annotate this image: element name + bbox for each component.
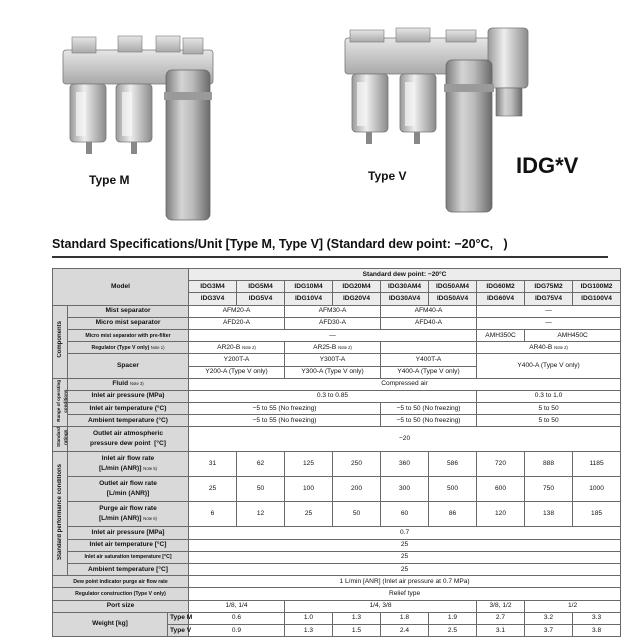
model-m: IDG100M2 — [573, 281, 621, 293]
spec-table — [52, 268, 621, 637]
cell: 1.8 — [381, 612, 429, 624]
cell: — — [477, 317, 621, 329]
cell: — — [189, 329, 477, 341]
cell: 1.3 — [333, 612, 381, 624]
cell: 1/2 — [525, 600, 621, 612]
regulator-label — [68, 342, 189, 354]
weight-type-m-label: Type M — [168, 612, 189, 624]
cell — [189, 342, 285, 354]
row-fluid — [53, 378, 621, 390]
cell-text: AR25-B — [313, 343, 337, 351]
row-micro-mist-prefilter — [53, 329, 621, 341]
cell: 31 — [189, 452, 237, 477]
cell: 3.7 — [525, 624, 573, 636]
cell: 1 L/min [ANR] (Inlet air pressure at 0.7 MPa) — [189, 576, 621, 588]
title-underline — [52, 256, 608, 258]
cell — [381, 342, 477, 354]
row-port-size — [53, 600, 621, 612]
row-perf-sat-temp — [53, 551, 621, 563]
model-m: IDG3M4 — [189, 281, 237, 293]
cell: 100 — [285, 477, 333, 502]
inlet-flow-unit: [L/min (ANR)] — [98, 465, 142, 473]
dew-indicator-label: Dew point indicator purge air flow rate — [53, 576, 189, 588]
inlet-flow-label — [68, 452, 189, 477]
model-v: IDG100V4 — [573, 293, 621, 305]
cell: −5 to 50 (No freezing) — [381, 403, 477, 415]
row-dew-indicator — [53, 576, 621, 588]
group-range — [53, 378, 68, 427]
row-perf-ambient — [53, 564, 621, 576]
cell: −5 to 55 (No freezing) — [189, 415, 381, 427]
cell: Y300T-A — [285, 354, 381, 366]
cell: AFM20-A — [189, 305, 285, 317]
cell: 2.7 — [477, 612, 525, 624]
row-purge-flow — [53, 502, 621, 527]
purge-flow-label — [68, 502, 189, 527]
series-label: IDG*V — [516, 153, 579, 178]
cell: 125 — [285, 452, 333, 477]
perf-sat-temp-label: Inlet air saturation temperature [°C] — [68, 551, 189, 563]
cell: −20 — [189, 427, 621, 452]
cell: — — [477, 305, 621, 317]
inlet-flow-line1: Inlet air flow rate — [101, 455, 155, 463]
ambient-temp-label: Ambient temperature (°C) — [68, 415, 189, 427]
purge-flow-unit: [L/min (ANR)] — [98, 515, 142, 523]
cell: 0.7 — [189, 527, 621, 539]
cell: 86 — [429, 502, 477, 527]
cell: 500 — [429, 477, 477, 502]
cell: 0.3 to 1.0 — [477, 390, 621, 402]
outlet-dew-line2: pressure dew point [°C] — [90, 440, 166, 448]
group-range-label: Range of operating conditions — [56, 379, 68, 422]
row-perf-pressure — [53, 527, 621, 539]
model-m: IDG50AM4 — [429, 281, 477, 293]
model-v: IDG3V4 — [189, 293, 237, 305]
cell: 586 — [429, 452, 477, 477]
perf-pressure-label: Inlet air pressure [MPa] — [68, 527, 189, 539]
model-m: IDG75M2 — [525, 281, 573, 293]
cell: 300 — [381, 477, 429, 502]
cell: 600 — [477, 477, 525, 502]
row-inlet-flow — [53, 452, 621, 477]
cell: AFM40-A — [381, 305, 477, 317]
row-outlet-dew — [53, 427, 621, 452]
product-photos — [0, 0, 640, 232]
perf-inlet-temp-label: Inlet air temperature [°C] — [68, 539, 189, 551]
cell — [285, 342, 381, 354]
cell: 25 — [189, 477, 237, 502]
cell: Y400T-A — [381, 354, 477, 366]
cell: 888 — [525, 452, 573, 477]
mist-separator-label: Mist separator — [68, 305, 189, 317]
cell: 120 — [477, 502, 525, 527]
cell: 50 — [333, 502, 381, 527]
note-ref: Note 6) — [143, 516, 158, 522]
row-weight-m — [53, 612, 621, 624]
cell: −5 to 50 (No freezing) — [381, 415, 477, 427]
cell: 12 — [237, 502, 285, 527]
cell: 0.3 to 0.85 — [189, 390, 477, 402]
cell — [477, 342, 621, 354]
cell: 138 — [525, 502, 573, 527]
group-standard-rating-label: Standard ratings — [56, 427, 68, 448]
cell: 360 — [381, 452, 429, 477]
inlet-pressure-label: Inlet air pressure (MPa) — [68, 390, 189, 402]
cell: 250 — [333, 452, 381, 477]
outlet-flow-line2: [L/min (ANR)] — [106, 490, 150, 498]
cell: −5 to 55 (No freezing) — [189, 403, 381, 415]
type-m-label: Type M — [89, 173, 130, 187]
outlet-dew-line1: Outlet air atmospheric — [93, 430, 163, 438]
header-row-dew — [53, 269, 621, 281]
cell: 62 — [237, 452, 285, 477]
cell: Y200T-A — [189, 354, 285, 366]
cell: 25 — [189, 551, 621, 563]
model-v: IDG5V4 — [237, 293, 285, 305]
cell: 1/8, 1/4 — [189, 600, 285, 612]
cell: Compressed air — [189, 378, 621, 390]
row-perf-inlet-temp — [53, 539, 621, 551]
cell: AFD30-A — [285, 317, 381, 329]
row-ambient-temp — [53, 415, 621, 427]
micro-mist-label: Micro mist separator — [68, 317, 189, 329]
cell: 5 to 50 — [477, 415, 621, 427]
cell: 3.2 — [525, 612, 573, 624]
outlet-dew-label — [68, 427, 189, 452]
cell-text: AR20-B — [217, 343, 241, 351]
row-inlet-temp — [53, 403, 621, 415]
group-standard-rating — [53, 427, 68, 452]
cell: 1000 — [573, 477, 621, 502]
model-v: IDG10V4 — [285, 293, 333, 305]
note-ref: Note 1) — [150, 344, 165, 350]
note-ref: Note 2) — [242, 344, 256, 350]
type-m-unit-image — [63, 36, 213, 220]
model-m: IDG60M2 — [477, 281, 525, 293]
cell: AMH450C — [525, 329, 621, 341]
regulator-text: Regulator (Type V only) — [91, 344, 150, 351]
cell: 1.0 — [285, 612, 333, 624]
cell: 1/4, 3/8 — [285, 600, 477, 612]
row-regulator-construction — [53, 588, 621, 600]
cell: 1.9 — [429, 612, 477, 624]
cell: 3.1 — [477, 624, 525, 636]
model-label: Model — [53, 269, 189, 306]
spacer-label: Spacer — [68, 354, 189, 378]
cell: 5 to 50 — [477, 403, 621, 415]
model-v: IDG30AV4 — [381, 293, 429, 305]
model-v: IDG75V4 — [525, 293, 573, 305]
cell: 25 — [189, 539, 621, 551]
cell: 3/8, 1/2 — [477, 600, 525, 612]
perf-ambient-label: Ambient temperature [°C] — [68, 564, 189, 576]
outlet-flow-label — [68, 477, 189, 502]
outlet-flow-line1: Outlet air flow rate — [99, 480, 157, 488]
model-v: IDG20V4 — [333, 293, 381, 305]
cell: 1.3 — [285, 624, 333, 636]
cell: 750 — [525, 477, 573, 502]
cell: 3.3 — [573, 612, 621, 624]
port-size-label: Port size — [53, 600, 189, 612]
row-spacer-a — [53, 354, 621, 366]
purge-flow-line2 — [70, 514, 186, 524]
model-v: IDG50AV4 — [429, 293, 477, 305]
micro-mist-prefilter-label: Micro mist separator with pre-filter — [68, 329, 189, 341]
cell: 3.8 — [573, 624, 621, 636]
weight-type-v-label: Type V — [168, 624, 189, 636]
note-ref: Note 2) — [554, 344, 568, 350]
cell: Relief type — [189, 588, 621, 600]
group-components — [53, 305, 68, 378]
cell: 0.9 — [189, 624, 285, 636]
cell: AFD20-A — [189, 317, 285, 329]
type-v-unit-image — [345, 28, 528, 212]
cell: 1.5 — [333, 624, 381, 636]
section-title: Standard Specifications/Unit [Type M, Type V] (Standard dew point: −20°C, ) — [52, 237, 508, 251]
cell: AMH350C — [477, 329, 525, 341]
row-outlet-flow — [53, 477, 621, 502]
type-v-label: Type V — [368, 169, 407, 183]
cell: 6 — [189, 502, 237, 527]
row-micro-mist — [53, 317, 621, 329]
row-inlet-pressure — [53, 390, 621, 402]
cell-text: AR40-B — [529, 343, 553, 351]
note-ref: Note 2) — [338, 344, 352, 350]
purge-flow-line1: Purge air flow rate — [99, 505, 157, 513]
cell: Y400-A (Type V only) — [381, 366, 477, 378]
cell: AFD40-A — [381, 317, 477, 329]
model-m: IDG20M4 — [333, 281, 381, 293]
model-m: IDG10M4 — [285, 281, 333, 293]
inlet-temp-label: Inlet air temperature (°C) — [68, 403, 189, 415]
cell: Y300-A (Type V only) — [285, 366, 381, 378]
fluid-label — [68, 378, 189, 390]
note-ref: Note 5) — [143, 466, 158, 472]
cell: 720 — [477, 452, 525, 477]
row-regulator — [53, 342, 621, 354]
cell: 2.4 — [381, 624, 429, 636]
regulator-construction-label: Regulator construction (Type V only) — [53, 588, 189, 600]
cell: 25 — [189, 564, 621, 576]
fluid-text: Fluid — [112, 380, 129, 388]
dew-point-header: Standard dew point: −20°C — [189, 269, 621, 281]
cell: 185 — [573, 502, 621, 527]
cell: 1185 — [573, 452, 621, 477]
note-ref: Note 3) — [129, 381, 144, 387]
cell: 2.5 — [429, 624, 477, 636]
group-components-label: Components — [56, 321, 63, 358]
cell: 200 — [333, 477, 381, 502]
row-mist-separator — [53, 305, 621, 317]
model-m: IDG5M4 — [237, 281, 285, 293]
cell: Y200-A (Type V only) — [189, 366, 285, 378]
cell: AFM30-A — [285, 305, 381, 317]
weight-label: Weight [kg] — [53, 612, 168, 636]
cell: Y400-A (Type V only) — [477, 354, 621, 378]
cell: 60 — [381, 502, 429, 527]
cell: 25 — [285, 502, 333, 527]
inlet-flow-line2 — [70, 464, 186, 474]
group-standard-performance — [53, 452, 68, 576]
group-standard-performance-label: Standard performance conditions — [56, 463, 63, 560]
cell: 0.6 — [189, 612, 285, 624]
model-v: IDG60V4 — [477, 293, 525, 305]
model-m: IDG30AM4 — [381, 281, 429, 293]
cell: 50 — [237, 477, 285, 502]
